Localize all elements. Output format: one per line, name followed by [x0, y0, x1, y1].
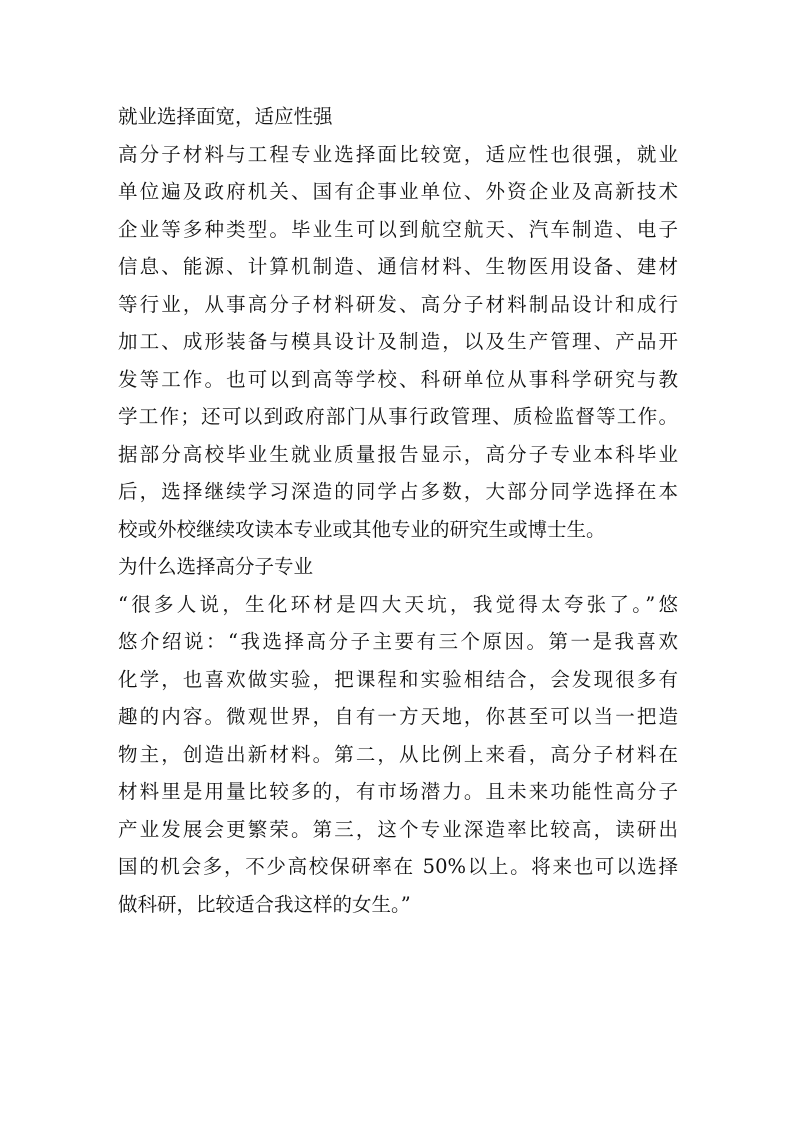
- paragraph-line: 单位遍及政府机关、国有企事业单位、外资企业及高新技术: [118, 180, 678, 203]
- paragraph-line: 据部分高校毕业生就业质量报告显示，高分子专业本科毕业: [118, 442, 678, 466]
- quote-line: 材料里是用量比较多的，有市场潜力。且未来功能性高分子: [118, 780, 678, 803]
- paragraph-line: 发等工作。也可以到高等学校、科研单位从事科学研究与教: [118, 367, 678, 391]
- quote-line: 趣的内容。微观世界，自有一方天地，你甚至可以当一把造: [118, 705, 678, 728]
- document-body: [118, 98, 678, 923]
- quote-line: 化学，也喜欢做实验，把课程和实验相结合，会发现很多有: [118, 667, 678, 691]
- quote-line: 做科研，比较适合我这样的女生。”: [118, 892, 411, 916]
- section-heading-employment: 就业选择面宽，适应性强: [118, 105, 333, 128]
- paragraph-line: 后，选择继续学习深造的同学占多数，大部分同学选择在本: [118, 480, 678, 503]
- quote-line: 物主，创造出新材料。第二，从比例上来看，高分子材料在: [118, 742, 678, 766]
- quote-line: 产业发展会更繁荣。第三，这个专业深造率比较高，读研出: [118, 817, 678, 841]
- paragraph-line: 学工作；还可以到政府部门从事行政管理、质检监督等工作。: [118, 405, 678, 428]
- quote-line: “很多人说，生化环材是四大天坑，我觉得太夸张了。”悠: [118, 592, 678, 616]
- paragraph-line: 校或外校继续攻读本专业或其他专业的研究生或博士生。: [118, 517, 606, 541]
- quote-line: 悠介绍说：“我选择高分子主要有三个原因。第一是我喜欢: [118, 630, 678, 653]
- section-heading-why-polymer: 为什么选择高分子专业: [118, 555, 314, 578]
- paragraph-line: 等行业，从事高分子材料研发、高分子材料制品设计和成行: [118, 292, 678, 316]
- paragraph-line: 加工、成形装备与模具设计及制造，以及生产管理、产品开: [118, 330, 678, 353]
- quote-line: 国的机会多，不少高校保研率在 50%以上。将来也可以选择: [118, 855, 678, 878]
- paragraph-line: 高分子材料与工程专业选择面比较宽，适应性也很强，就业: [118, 142, 678, 166]
- paragraph-line: 企业等多种类型。毕业生可以到航空航天、汽车制造、电子: [118, 217, 678, 241]
- paragraph-line: 信息、能源、计算机制造、通信材料、生物医用设备、建材: [118, 255, 678, 278]
